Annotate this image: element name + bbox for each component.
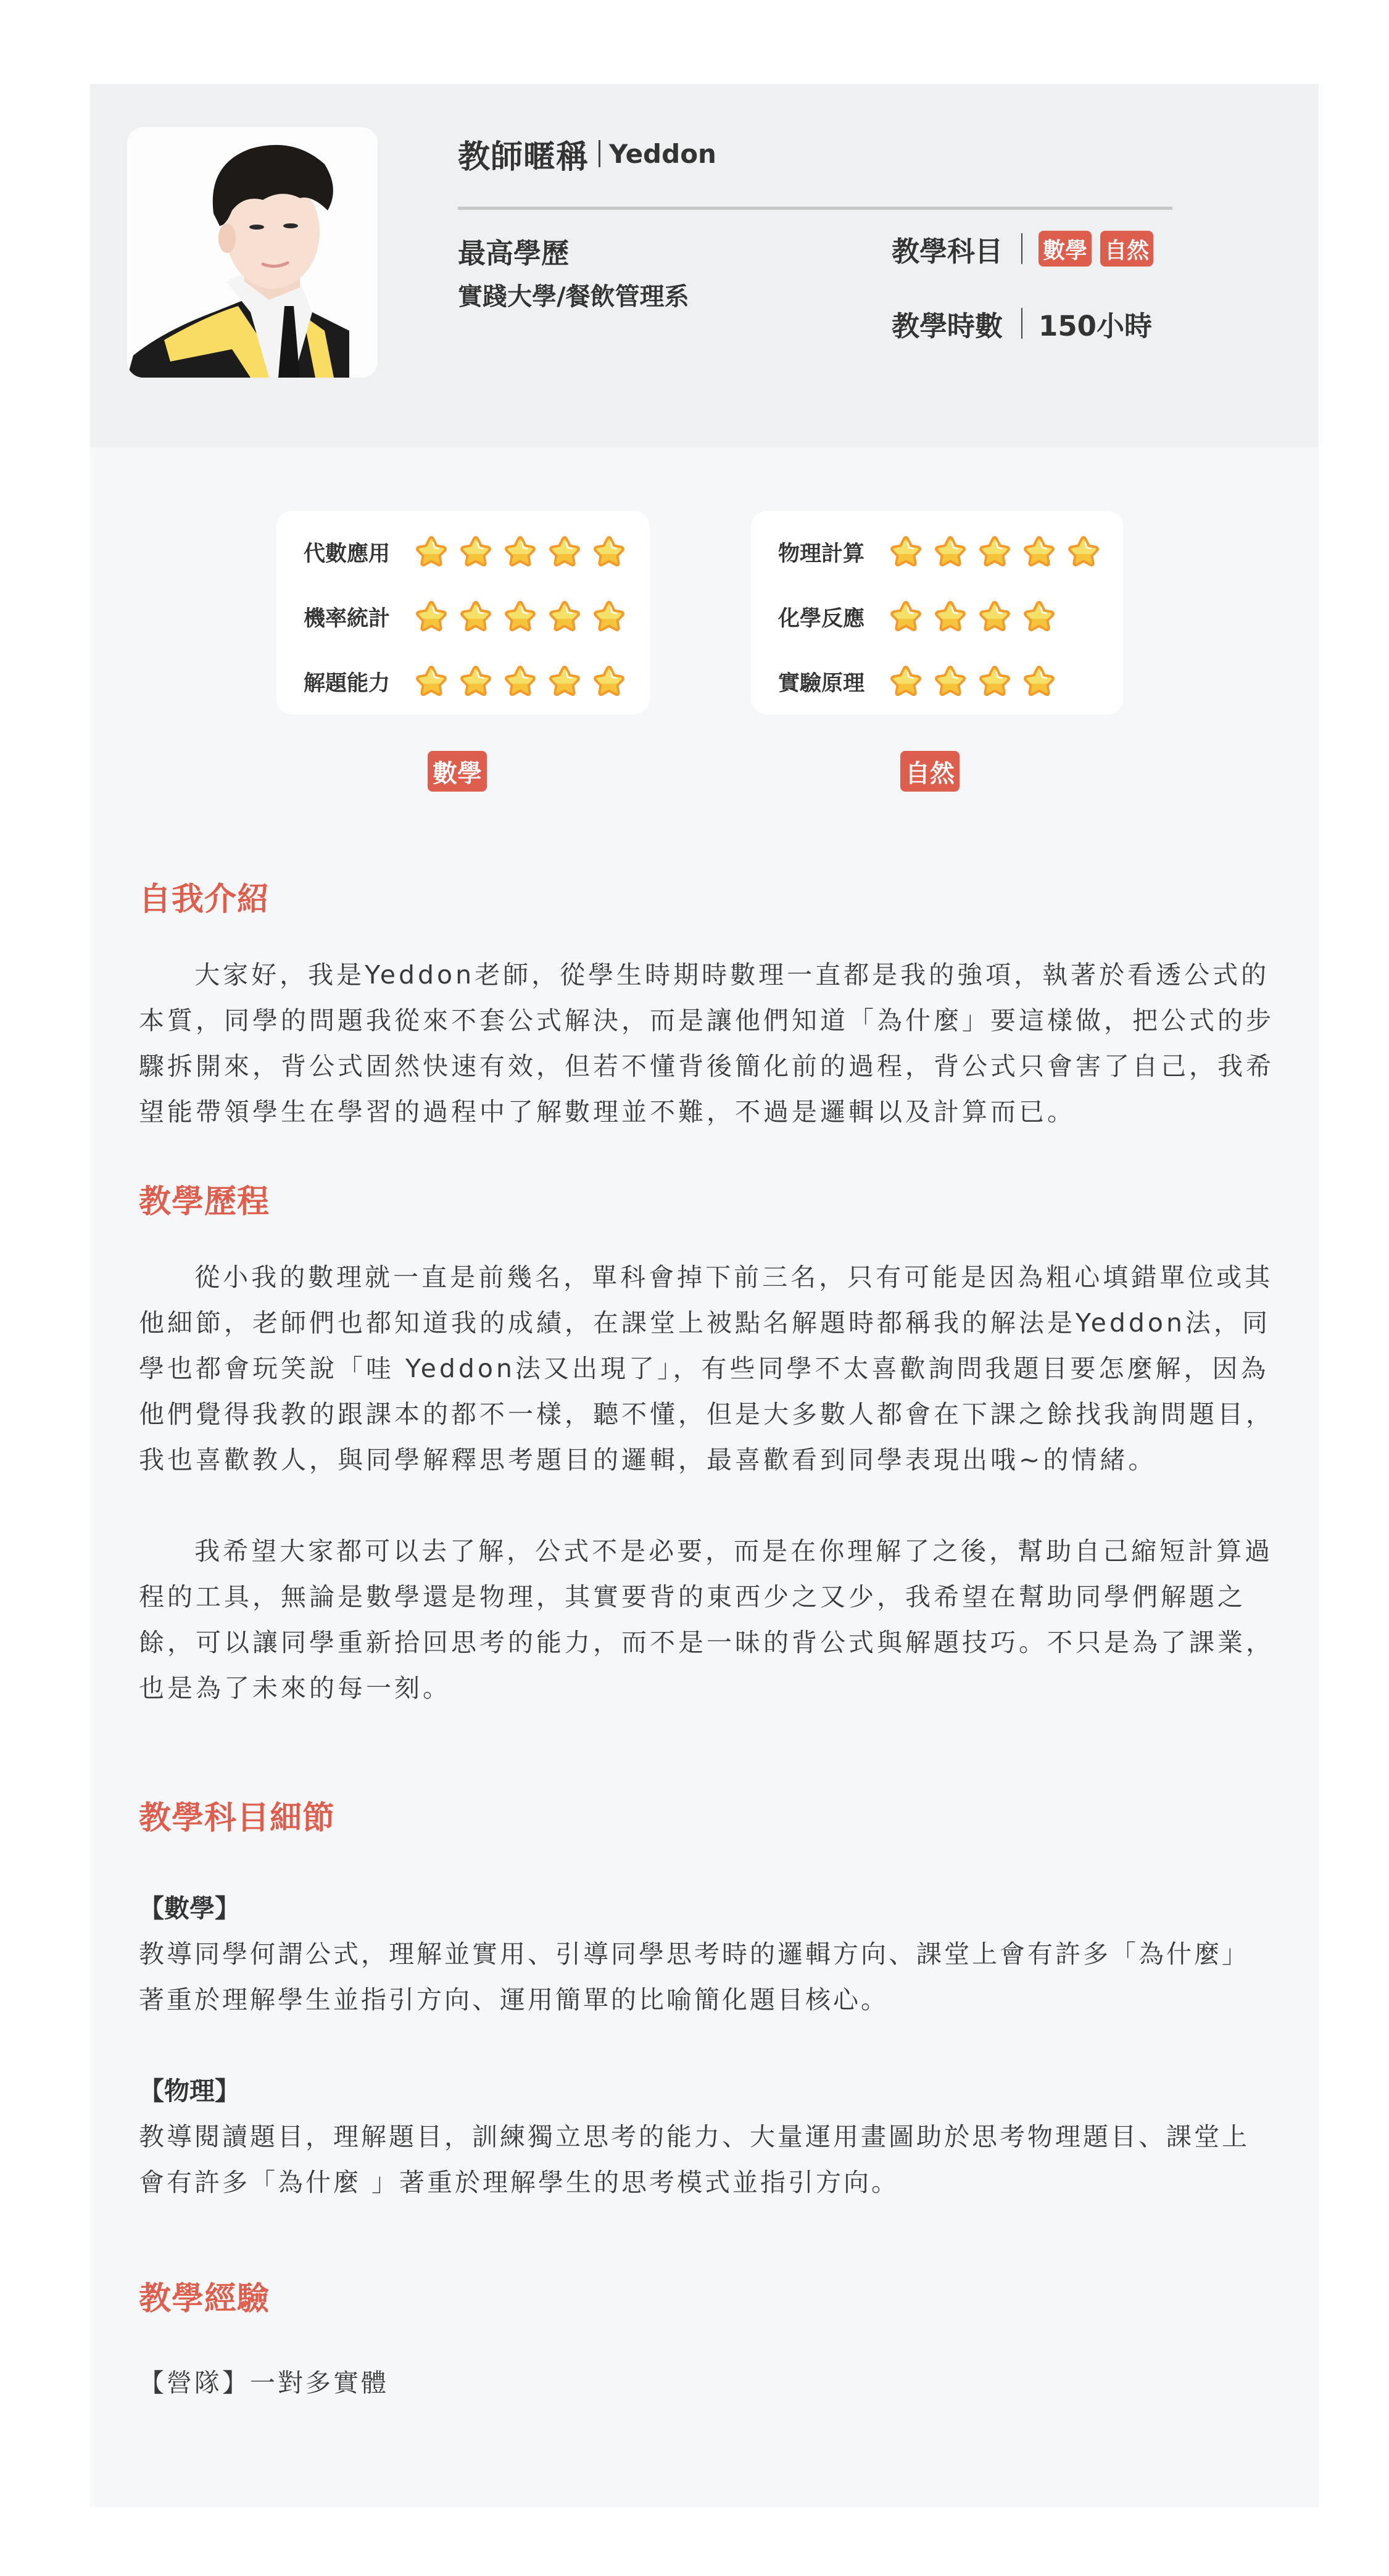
star-icon [458,664,494,700]
education-label: 最高學歷 [458,237,570,270]
nickname-row [458,132,716,175]
star-icon [932,664,968,700]
star-icon [1021,664,1057,700]
star-rating [888,534,1110,570]
star-rating [413,534,636,570]
skill-label: 實驗原理 [778,671,865,696]
nickname-value: Yeddon [609,138,716,169]
skill-card-tag-math: 數學 [428,751,487,792]
subject-tag-math: 數學 [1039,231,1092,267]
profile-header [90,84,1319,447]
portrait-image [127,127,378,378]
section-title: 自我介紹 [139,881,270,918]
history-paragraph: 從小我的數理就一直是前幾名，單科會掉下前三名，只有可能是因為粗心填錯單位或其他細節，老師們也都知道我的成績，在課堂上被點名解題時都稱我的解法是Yeddon法，同學也都會玩笑說「哇 Yeddon法又出現了」，有些同學不太喜歡詢問我題目要怎麼解，因為他們覺得我教的跟課本的都不一樣，聽不懂，但是大多數人都會在下課之餘找我詢問題目，我也喜歡教人，與同學解釋思考題目的邏輯，最喜歡看到同學表現出哦~的情緒。 [139,1262,1274,1475]
star-icon [502,664,538,700]
section-teaching-history [139,1180,1274,1711]
skill-card-tag-science: 自然 [900,751,960,792]
detail-label-physics: 【物理】 [139,2076,240,2106]
star-icon [547,599,583,635]
skill-row [778,534,1123,570]
star-icon [591,534,627,570]
star-icon [932,599,968,635]
star-icon [413,599,449,635]
star-rating [413,664,636,700]
skill-label: 解題能力 [304,671,391,696]
separator [1021,308,1022,339]
experience-item: 【營隊】一對多實體 [139,2368,389,2398]
skill-row [304,664,650,700]
header-divider [458,207,1172,210]
intro-paragraph: 大家好，我是Yeddon老師，從學生時期時數理一直都是我的強項，執著於看透公式的本質，同學的問題我從來不套公式解決，而是讓他們知道「為什麼」要這樣做，把公式的步驟拆開來，背公式固然快速有效，但若不懂背後簡化前的過程，背公式只會害了自己，我希望能帶領學生在學習的過程中了解數理並不難，不過是邏輯以及計算而已。 [139,960,1274,1127]
section-teaching-experience [139,2277,1274,2406]
section-subject-detail [139,1797,1274,2205]
separator [599,140,600,167]
detail-label-math: 【數學】 [139,1894,240,1923]
star-icon [888,534,924,570]
hours-row [892,302,1152,345]
teacher-photo [127,127,378,378]
star-rating [413,599,636,635]
skill-label: 代數應用 [304,542,391,566]
star-icon [458,599,494,635]
skill-row [778,599,1123,635]
separator [1021,233,1022,264]
star-icon [591,664,627,700]
star-icon [547,664,583,700]
hours-value: 150小時 [1039,309,1152,342]
section-title: 教學經驗 [139,2280,270,2317]
teacher-profile-panel [90,84,1319,2508]
skill-card-science [751,511,1123,714]
star-icon [591,599,627,635]
detail-text-math: 教導同學何謂公式，理解並實用、引導同學思考時的邏輯方向、課堂上會有許多「為什麼」著重於理解學生並指引方向、運用簡單的比喻簡化題目核心。 [139,1939,1250,2015]
star-icon [977,534,1013,570]
skill-row [304,599,650,635]
star-icon [502,599,538,635]
star-icon [502,534,538,570]
skill-card-math [276,511,650,714]
subjects-label: 教學科目 [892,234,1003,268]
star-icon [1021,599,1057,635]
star-icon [977,599,1013,635]
section-title: 教學歷程 [139,1183,270,1220]
section-self-intro [139,878,1274,1135]
education-value: 實踐大學/餐飲管理系 [458,283,689,311]
star-icon [977,664,1013,700]
star-icon [413,534,449,570]
nickname-label: 教師暱稱 [458,138,589,176]
star-icon [1021,534,1057,570]
star-rating [888,599,1066,635]
skill-label: 物理計算 [778,542,865,566]
hours-label: 教學時數 [892,309,1003,342]
star-icon [547,534,583,570]
history-paragraph: 我希望大家都可以去了解，公式不是必要，而是在你理解了之後，幫助自己縮短計算過程的工具，無論是數學還是物理，其實要背的東西少之又少，我希望在幫助同學們解題之餘，可以讓同學重新拾回思考的能力，而不是一昧的背公式與解題技巧。不只是為了課業，也是為了未來的每一刻。 [139,1536,1274,1703]
subject-tag-science: 自然 [1100,231,1153,267]
subjects-row [892,227,1162,270]
star-rating [888,664,1066,700]
star-icon [932,534,968,570]
skill-label: 化學反應 [778,607,865,631]
skill-ratings [90,511,1319,807]
star-icon [888,664,924,700]
skill-row [778,664,1123,700]
star-icon [458,534,494,570]
star-icon [888,599,924,635]
star-icon [413,664,449,700]
skill-row [304,534,650,570]
skill-label: 機率統計 [304,607,391,631]
star-icon [1066,534,1101,570]
section-title: 教學科目細節 [139,1800,336,1837]
detail-text-physics: 教導閱讀題目，理解題目，訓練獨立思考的能力、大量運用畫圖助於思考物理題目、課堂上會有許多「為什麼 」著重於理解學生的思考模式並指引方向。 [139,2122,1250,2197]
